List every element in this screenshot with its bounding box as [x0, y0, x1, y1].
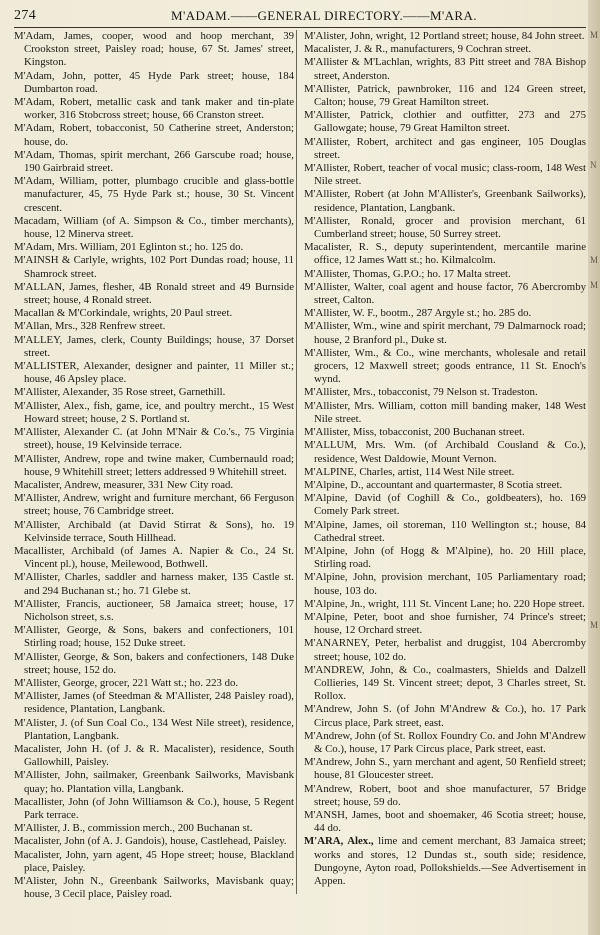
directory-entry: M'Allister, Alexander C. (at John M'Nair & Co.'s., 75 Virginia street), house, 19 Kelvinside terrace. — [14, 426, 294, 452]
directory-entry: M'Allister, Alex., fish, game, ice, and poultry mercht., 15 West Howard street; house, 2 S. Portland st. — [14, 399, 294, 425]
margin-letter: M — [590, 620, 599, 630]
directory-entry: M'Allister & M'Lachlan, wrights, 83 Pitt street and 78A Bishop street, Anderston. — [304, 56, 586, 82]
directory-entry: M'Allister, Francis, auctioneer, 58 Jamaica street; house, 17 Nicholson street, s.s. — [14, 597, 294, 623]
directory-entry: M'Alister, J. (of Sun Coal Co., 134 West Nile street), residence, Plantation, Langbank. — [14, 716, 294, 742]
directory-entry: M'Allister, John, sailmaker, Greenbank Sailworks, Mavisbank quay; ho. Plantation villa, Langbank. — [14, 769, 294, 795]
directory-entry: Macallister, John (of John Williamson & Co.), house, 5 Regent Park terrace. — [14, 795, 294, 821]
directory-entry: M'Adam, Robert, tobacconist, 50 Catherine street, Anderston; house, do. — [14, 122, 294, 148]
page-header — [14, 4, 586, 28]
directory-entry: M'Allister, James (of Steedman & M'Allister, 248 Paisley road), residence, Plantation, Langbank. — [14, 690, 294, 716]
directory-entry: M'Andrew, John S., yarn merchant and agent, 50 Renfield street; house, 81 Gloucester street. — [304, 756, 586, 782]
directory-entry: M'Alpine, D., accountant and quartermaster, 8 Scotia street. — [304, 478, 563, 491]
directory-entry: M'Allister, Archibald (at David Stirrat & Sons), ho. 19 Kelvinside terrace, South Hillhead. — [14, 518, 294, 544]
directory-entry: Macalister, John H. (of J. & R. Macalister), residence, South Gallowhill, Paisley. — [14, 742, 294, 769]
directory-entry: M'ALLAN, James, flesher, 4B Ronald street and 49 Burnside street; house, 4 Ronald street. — [14, 280, 294, 307]
directory-entry: M'Allister, Mrs., tobacconist, 79 Nelson st. Tradeston. — [304, 386, 538, 399]
directory-entry: M'Alister, John N., Greenbank Sailworks, Mavisbank quay; house, 3 Cecil place, Paisley road. — [14, 875, 294, 901]
directory-entry: M'ANDREW, John, & Co., coalmasters, Shields and Dalzell Collieries, 149 St. Vincent street; depot, 3 Charles street, St. Rollox. — [304, 663, 586, 703]
directory-entry: Macalister, John (of A. J. Gandois), house, Castlehead, Paisley. — [14, 835, 287, 848]
directory-entry: M'Alister, John, wright, 12 Portland street; house, 84 John street. — [304, 30, 585, 42]
directory-entry: Macalister, John, yarn agent, 45 Hope street; house, Blackland place, Paisley. — [14, 848, 294, 874]
directory-entry: M'Allister, Wm., wine and spirit merchant, 79 Dalmarnock road; house, 2 Branford pl., Duke st. — [304, 320, 586, 346]
directory-entry: Macalister, Andrew, measurer, 331 New City road. — [14, 478, 234, 491]
directory-entry: M'Alpine, John (of Hogg & M'Alpine), ho. 20 Hill place, Stirling road. — [304, 544, 586, 571]
directory-entry: M'Adam, William, potter, plumbago crucible and glass-bottle manufacturer, 45, 75 Hyde Park st.; house, 30 St. Vincent crescent. — [14, 175, 294, 214]
directory-entry: M'Alpine, James, oil storeman, 110 Wellington st.; house, 84 Cathedral street. — [304, 518, 586, 544]
directory-entry: Macallan & M'Corkindale, wrights, 20 Paul street. — [14, 307, 233, 320]
directory-entry: M'ALPINE, Charles, artist, 114 West Nile street. — [304, 465, 515, 478]
directory-entry — [304, 835, 586, 888]
directory-entry: Macadam, William (of A. Simpson & Co., timber merchants), house, 12 Minerva street. — [14, 214, 294, 241]
directory-entry: M'Allister, George, & Sons, bakers and confectioners, 101 Stirling road; house, 152 Duke street. — [14, 624, 294, 650]
page-number: 274 — [14, 8, 37, 23]
directory-entry: M'Andrew, John (of St. Rollox Foundry Co. and John M'Andrew & Co.), house, 17 Park Circus place, Park street, east. — [304, 729, 586, 755]
directory-entry: M'Andrew, Robert, boot and shoe manufacturer, 57 Bridge street; house, 59 do. — [304, 782, 586, 808]
margin-letter: M — [590, 30, 599, 40]
directory-entry: M'Allister, Miss, tobacconist, 200 Buchanan street. — [304, 426, 525, 439]
column-divider — [296, 30, 297, 894]
directory-entry: M'Allister, George, grocer, 221 Watt st.; ho. 223 do. — [14, 676, 239, 689]
directory-entry: M'Allister, Mrs. William, cotton mill banding maker, 148 West Nile street. — [304, 399, 586, 425]
directory-entry: M'Alpine, Jn., wright, 111 St. Vincent Lane; ho. 220 Hope street. — [304, 597, 585, 610]
directory-entry: M'Allister, Patrick, clothier and outfitter, 273 and 275 Gallowgate; house, 79 Great Hamilton street. — [304, 109, 586, 135]
directory-entry: M'AINSH & Carlyle, wrights, 102 Port Dundas road; house, 11 Shamrock street. — [14, 254, 294, 280]
directory-entry: M'Allister, Wm., & Co., wine merchants, wholesale and retail grocers, 12 Maxwell street; goods entrance, 11 St. Enoch's wynd. — [304, 346, 586, 386]
entry-text: lime and cement merchant, 83 Jamaica street; works and stores, 12 Dundas st., south side; residence, Dungoyne, Ayton road, Pollokshields.—See Advertisement in Appen. — [314, 835, 586, 887]
directory-entry: M'ALLUM, Mrs. Wm. (of Archibald Cousland & Co.), residence, West Daldowie, Mount Vernon. — [304, 439, 586, 465]
directory-entry: M'Adam, John, potter, 45 Hyde Park street; house, 184 Dumbarton road. — [14, 69, 294, 95]
directory-entry: M'Allister, Alexander, 35 Rose street, Garnethill. — [14, 386, 226, 399]
directory-entry: Macalister, J. & R., manufacturers, 9 Cochran street. — [304, 43, 532, 56]
directory-entry: M'Allister, Thomas, G.P.O.; ho. 17 Malta street. — [304, 267, 511, 280]
directory-entry: M'ALLISTER, Alexander, designer and painter, 11 Miller st.; house, 46 Apsley place. — [14, 360, 294, 386]
margin-letter: M — [590, 280, 599, 290]
right-column — [304, 30, 586, 888]
directory-entry: M'Allister, Robert, teacher of vocal music; class-room, 148 West Nile street. — [304, 162, 586, 188]
directory-entry: M'Alpine, John, provision merchant, 105 Parliamentary road; house, 103 do. — [304, 571, 586, 597]
header-rule — [14, 27, 586, 28]
directory-entry: M'Alpine, David (of Coghill & Co., goldbeaters), ho. 169 Comely Park street. — [304, 492, 586, 518]
directory-entry: M'Allister, Ronald, grocer and provision merchant, 61 Cumberland street; house, 50 Surrey street. — [304, 214, 586, 241]
directory-entry: M'Adam, Thomas, spirit merchant, 266 Garscube road; house, 190 Gairbraid street. — [14, 148, 294, 175]
directory-entry: M'Andrew, John S. (of John M'Andrew & Co.), ho. 17 Park Circus place, Park street, east. — [304, 703, 586, 729]
directory-entry: M'Allister, George, & Son, bakers and confectioners, 148 Duke street; house, 152 do. — [14, 650, 294, 676]
directory-entry: M'ANSH, James, boot and shoemaker, 46 Scotia street; house, 44 do. — [304, 808, 586, 835]
directory-entry: M'Allister, Charles, saddler and harness maker, 135 Castle st. and 294 Buchanan st.; ho. 71 Glebe st. — [14, 571, 294, 597]
directory-entry: M'Allister, Robert (at John M'Allister's, Greenbank Sailworks), residence, Plantation, Langbank. — [304, 188, 586, 214]
left-column — [14, 30, 294, 901]
directory-entry: M'Allister, Andrew, rope and twine maker, Cumbernauld road; house, 9 Whitehill street; letters addressed 9 Whitehill street. — [14, 452, 294, 478]
directory-entry: M'Allister, Patrick, pawnbroker, 116 and 124 Green street, Calton; house, 79 Great Hamilton street. — [304, 82, 586, 109]
directory-entry: M'Adam, Robert, metallic cask and tank maker and tin-plate worker, 316 Stobcross street; house, 66 Cranston street. — [14, 96, 294, 122]
binding-margin — [588, 0, 600, 935]
directory-entry: M'Allister, J. B., commission merch., 200 Buchanan st. — [14, 822, 253, 835]
directory-entry: M'ANARNEY, Peter, herbalist and druggist, 104 Abercromby street; house, 102 do. — [304, 637, 586, 663]
margin-letter: N — [590, 160, 597, 170]
directory-entry: M'Allister, Robert, architect and gas engineer, 105 Douglas street. — [304, 135, 586, 161]
directory-entry: M'Allister, Andrew, wright and furniture merchant, 66 Ferguson street; house, 76 Cambridge street. — [14, 492, 294, 518]
directory-entry: Macalister, R. S., deputy superintendent, mercantile marine office, 12 James Watt st.; ho. Kilmalcolm. — [304, 241, 586, 267]
directory-entry: Macallister, Archibald (of James A. Napier & Co., 24 St. Vincent pl.), house, Meilewood, Bothwell. — [14, 544, 294, 571]
directory-entry: M'Allister, W. F., bootm., 287 Argyle st.; ho. 285 do. — [304, 307, 532, 320]
directory-entry: M'Allister, Walter, coal agent and house factor, 76 Abercromby street, Calton. — [304, 280, 586, 307]
directory-entry: M'Alpine, Peter, boot and shoe furnisher, 74 Prince's street; house, 12 Orchard street. — [304, 610, 586, 637]
running-title: M'ADAM.——GENERAL DIRECTORY.——M'ARA. — [171, 8, 477, 23]
directory-entry: M'Allan, Mrs., 328 Renfrew street. — [14, 320, 166, 333]
directory-entry: M'Adam, James, cooper, wood and hoop merchant, 39 Crookston street, Paisley road; house, 67 St. James' street, Kingston. — [14, 30, 294, 69]
directory-entry: M'ALLEY, James, clerk, County Buildings; house, 37 Dorset street. — [14, 333, 294, 359]
entry-name-bold: M'ARA, Alex., — [304, 835, 374, 848]
directory-entry: M'Adam, Mrs. William, 201 Eglinton st.; ho. 125 do. — [14, 241, 244, 254]
margin-letter: M — [590, 255, 599, 265]
